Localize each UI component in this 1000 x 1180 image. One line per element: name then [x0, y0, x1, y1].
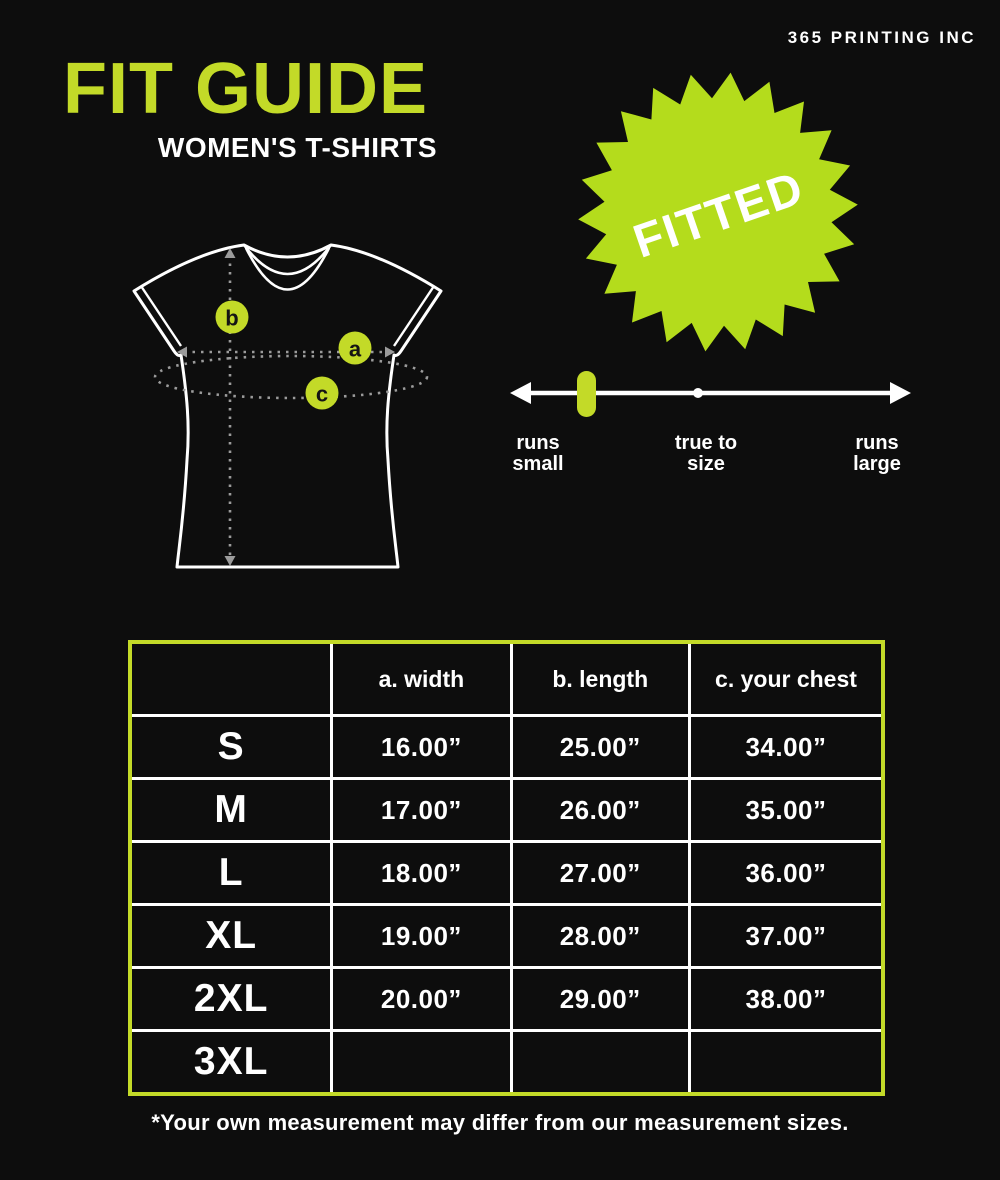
chest-cell: 36.00”: [689, 842, 883, 905]
header-cell-width: a. width: [332, 642, 511, 716]
scale-marker-pill: [577, 371, 596, 417]
marker-c: [306, 377, 339, 410]
scale-label-line: true to: [674, 432, 738, 454]
chest-cell: 34.00”: [689, 716, 883, 779]
chest-cell: 38.00”: [689, 968, 883, 1031]
marker-a: [339, 332, 372, 365]
size-cell: 2XL: [130, 968, 332, 1031]
scale-label-true-to-size: [636, 433, 776, 475]
scale-label-line: large: [853, 453, 901, 475]
tshirt-diagram: [90, 225, 470, 585]
scale-label-line: runs: [855, 432, 899, 454]
width-cell: 19.00”: [332, 905, 511, 968]
size-table-header-row: [130, 642, 883, 716]
width-cell: 20.00”: [332, 968, 511, 1031]
header-cell-length: b. length: [511, 642, 689, 716]
length-cell: 27.00”: [511, 842, 689, 905]
width-cell: 18.00”: [332, 842, 511, 905]
marker-b-label: b: [225, 305, 239, 331]
length-cell: 28.00”: [511, 905, 689, 968]
page-subtitle: WOMEN'S T-SHIRTS: [157, 131, 437, 163]
length-cell: [511, 1031, 689, 1095]
length-cell: 25.00”: [511, 716, 689, 779]
length-cell: 29.00”: [511, 968, 689, 1031]
size-cell: L: [130, 842, 332, 905]
table-row: [130, 779, 883, 842]
brand-text: 365 PRINTING INC: [787, 28, 976, 47]
chest-cell: [689, 1031, 883, 1095]
header-cell-blank: [130, 642, 332, 716]
size-table: [128, 640, 885, 1096]
marker-c-label: c: [315, 381, 329, 407]
title-block: [63, 49, 437, 164]
page-title: FIT GUIDE: [63, 49, 428, 129]
scale-label-line: small: [512, 453, 564, 475]
fit-scale: [503, 356, 918, 431]
true-to-size-dot: [693, 388, 703, 398]
table-row: [130, 905, 883, 968]
size-cell: S: [130, 716, 332, 779]
width-cell: 16.00”: [332, 716, 511, 779]
table-row: [130, 716, 883, 779]
fitted-badge: [573, 67, 863, 357]
marker-a-label: a: [348, 336, 362, 362]
chest-cell: 35.00”: [689, 779, 883, 842]
footnote: *Your own measurement may differ from our measurement sizes.: [151, 1110, 849, 1135]
width-cell: [332, 1031, 511, 1095]
scale-label-line: size: [687, 453, 725, 475]
scale-label-runs-large: [807, 433, 947, 475]
table-row: [130, 842, 883, 905]
size-cell: 3XL: [130, 1031, 332, 1095]
fitted-badge-label: FITTED: [626, 160, 811, 268]
marker-b: [216, 301, 249, 334]
scale-label-line: runs: [516, 432, 560, 454]
chest-cell: 37.00”: [689, 905, 883, 968]
shirt-outline: [134, 245, 441, 567]
size-table-body: [130, 716, 883, 1095]
header-cell-chest: c. your chest: [689, 642, 883, 716]
scale-label-runs-small: [468, 433, 608, 475]
length-cell: 26.00”: [511, 779, 689, 842]
table-row: [130, 968, 883, 1031]
scale-arrow-left: [510, 382, 531, 404]
size-cell: XL: [130, 905, 332, 968]
scale-arrow-right: [890, 382, 911, 404]
table-row: [130, 1031, 883, 1095]
size-cell: M: [130, 779, 332, 842]
width-cell: 17.00”: [332, 779, 511, 842]
